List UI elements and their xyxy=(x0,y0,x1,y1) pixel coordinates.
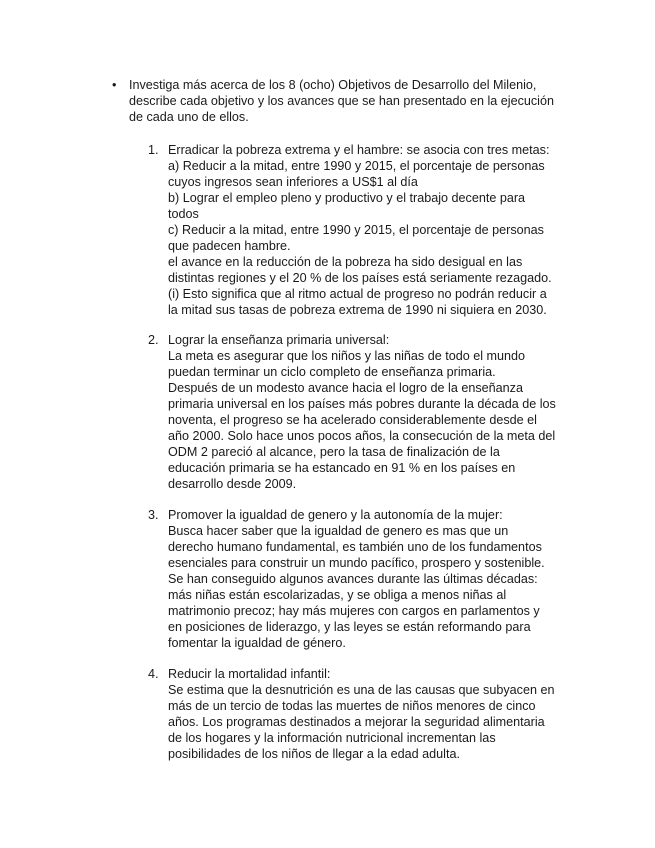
objective-line: año 2000. Solo hace unos pocos años, la consecución de la meta del xyxy=(168,429,556,443)
objective-line: que padecen hambre. xyxy=(168,239,291,253)
objective-line: cuyos ingresos sean inferiores a US$1 al día xyxy=(168,175,418,189)
objective-line: esenciales para construir un mundo pacífico, prospero y sostenible. xyxy=(168,556,545,570)
objective-line: la mitad sus tasas de pobreza extrema de 1990 ni siquiera en 2030. xyxy=(168,303,547,317)
objective-line: matrimonio precoz; hay más mujeres con cargos en parlamentos y xyxy=(168,604,540,618)
objective-line: Promover la igualdad de genero y la autonomía de la mujer: xyxy=(168,508,503,522)
objective-line: ODM 2 pareció al alcance, pero la tasa de finalización de la xyxy=(168,445,500,459)
bullet-question xyxy=(112,77,569,125)
objective-line: Reducir la mortalidad infantil: xyxy=(168,667,331,681)
objective-line: educación primaria se ha estancado en 91 % en los países en xyxy=(168,461,516,475)
objective-line: distintas regiones y el 20 % de los países está seriamente rezagado. xyxy=(168,271,552,285)
objective-line: Erradicar la pobreza extrema y el hambre: se asocia con tres metas: xyxy=(168,143,550,157)
objective-line: Busca hacer saber que la igualdad de genero es mas que un xyxy=(168,524,509,538)
objective-line: Se estima que la desnutrición es una de las causas que subyacen en xyxy=(168,683,555,697)
objective-line: puedan terminar un ciclo completo de enseñanza primaria. xyxy=(168,365,496,379)
objective-line: La meta es asegurar que los niños y las niñas de todo el mundo xyxy=(168,349,526,363)
objective-line: a) Reducir a la mitad, entre 1990 y 2015, el porcentaje de personas xyxy=(168,159,545,173)
objective-line: más niñas están escolarizadas, y se obliga a menos niñas al xyxy=(168,588,507,602)
objective-line: todos xyxy=(168,207,199,221)
objective-line: derecho humano fundamental, es también uno de los fundamentos xyxy=(168,540,542,554)
objective-2 xyxy=(148,332,588,492)
objective-line: desarrollo desde 2009. xyxy=(168,477,297,491)
objective-line: de los hogares y la información nutricional incrementan las xyxy=(168,731,496,745)
objective-4 xyxy=(148,666,588,762)
objective-line: Se han conseguido algunos avances durante las últimas décadas: xyxy=(168,572,538,586)
objective-line: posibilidades de los niños de llegar a la edad adulta. xyxy=(168,747,460,761)
bullet-marker: • xyxy=(112,78,117,92)
objective-line: en posiciones de liderazgo, y las leyes se están reformando para xyxy=(168,620,531,634)
objective-line: c) Reducir a la mitad, entre 1990 y 2015, el porcentaje de personas xyxy=(168,223,544,237)
objective-line: años. Los programas destinados a mejorar la seguridad alimentaria xyxy=(168,715,545,729)
objective-line: Después de un modesto avance hacia el logro de la enseñanza xyxy=(168,381,523,395)
bullet-line: Investiga más acerca de los 8 (ocho) Objetivos de Desarrollo del Milenio, xyxy=(129,78,537,92)
objective-number: 2. xyxy=(148,333,159,347)
objective-number: 1. xyxy=(148,143,159,157)
objective-line: el avance en la reducción de la pobreza ha sido desigual en las xyxy=(168,255,523,269)
objective-number: 4. xyxy=(148,667,159,681)
objective-1 xyxy=(148,142,588,318)
bullet-line: describe cada objetivo y los avances que se han presentado en la ejecución xyxy=(129,94,554,108)
objective-line: fomentar la igualdad de género. xyxy=(168,636,346,650)
objective-line: b) Lograr el empleo pleno y productivo y el trabajo decente para xyxy=(168,191,526,205)
objective-line: Lograr la enseñanza primaria universal: xyxy=(168,333,390,347)
objective-line: noventa, el progreso se ha acelerado considerablemente desde el xyxy=(168,413,537,427)
objective-line: más de un tercio de todas las muertes de niños menores de cinco xyxy=(168,699,536,713)
objective-line: primaria universal en los países más pobres durante la década de los xyxy=(168,397,556,411)
objective-3 xyxy=(148,507,588,651)
objective-line: (i) Esto significa que al ritmo actual de progreso no podrán reducir a xyxy=(168,287,547,301)
bullet-line: de cada uno de ellos. xyxy=(129,110,249,124)
objective-number: 3. xyxy=(148,508,159,522)
